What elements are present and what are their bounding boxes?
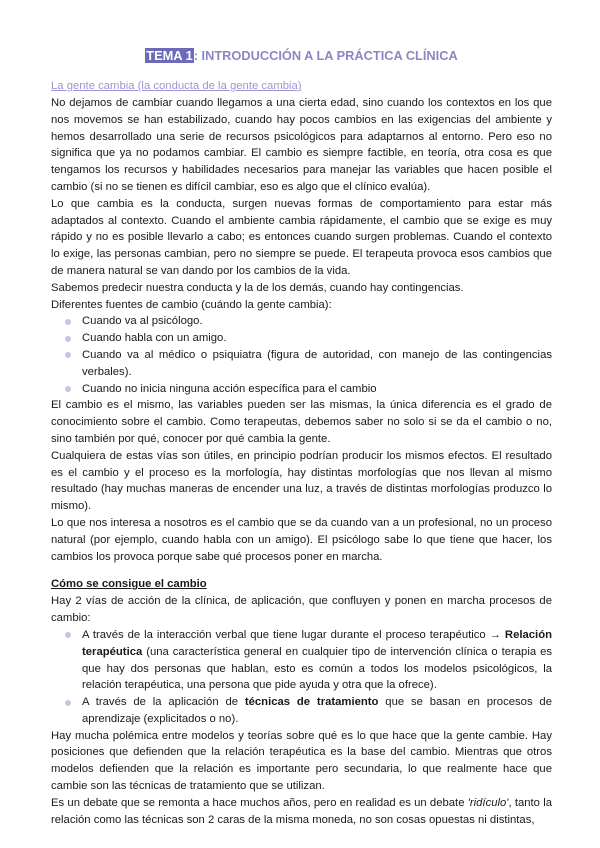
list-item: Cuando no inicia ninguna acción específica para el cambio xyxy=(65,381,552,398)
list-item: Cuando va al médico o psiquiatra (figura de autoridad, con manejo de las contingencias verbales). xyxy=(65,347,552,381)
section-heading-gente-cambia: La gente cambia (la conducta de la gente cambia) xyxy=(51,80,302,92)
page-title xyxy=(51,48,552,64)
bullet-list-fuentes-cambio xyxy=(51,313,552,397)
bold-term-tecnicas-tratamiento: técnicas de tratamiento xyxy=(244,696,379,709)
bullet-dot-icon xyxy=(65,352,71,358)
paragraph: Sabemos predecir nuestra conducta y la de los demás, cuando hay contingencias. xyxy=(51,281,464,294)
paragraph: Es un debate que se remonta a hace muchos años, pero en realidad es un debate 'ridículo', tanto la relación como las técnicas son 2 caras de la misma moneda, no son cosas opuestas ni distintas, xyxy=(51,796,552,826)
paragraph: El cambio es el mismo, las variables pueden ser las mismas, la única diferencia es el grado de conocimiento sobre el cambio. Como terapeutas, debemos saber no solo si se da el cambio o no, sino también por qué, conocer por qué cambia la gente. xyxy=(51,399,552,445)
title-text: : INTRODUCCIÓN A LA PRÁCTICA CLÍNICA xyxy=(193,48,458,63)
paragraph: Diferentes fuentes de cambio (cuándo la gente cambia): xyxy=(51,298,332,311)
paragraph: No dejamos de cambiar cuando llegamos a una cierta edad, sino cuando los contextos en los que nos movemos se han estabilizado, cuando hay pocos cambios en las exigencias del ambiente y hemos desarrollado una serie de recursos psicológicos para adaptarnos al entorno. Pero eso no significa que ya no podamos cambiar. El cambio es siempre factible, en teoría, otra cosa es que tengamos los recursos y habilidades necesarios para manejar las variables que hacen posible el cambio (si no se tienen es difícil cambiar, eso es algo que el clínico evalúa). xyxy=(51,97,552,193)
bullet-dot-icon xyxy=(65,700,71,706)
title-topic-highlight: TEMA 1 xyxy=(146,48,193,63)
bullet-dot-icon xyxy=(65,319,71,325)
list-item: Cuando habla con un amigo. xyxy=(65,330,552,347)
paragraph: Hay mucha polémica entre modelos y teorías sobre qué es lo que hace que la gente cambie. Hay posiciones que defienden que la relación terapéutica es la base del cambio. Mientras que otros modelos defienden que la relación es importante pero secundaria, lo que realmente hace que cambie son las técnicas de tratamiento que se utilizan. xyxy=(51,729,552,793)
bullet-dot-icon xyxy=(65,336,71,342)
italic-term-ridiculo: 'ridículo' xyxy=(467,796,509,809)
list-item: Cuando va al psicólogo. xyxy=(65,313,552,330)
list-item: A través de la aplicación de técnicas de tratamiento que se basan en procesos de aprendizaje (explicitados o no). xyxy=(65,694,552,728)
section-heading-como-se-consigue: Cómo se consigue el cambio xyxy=(51,578,207,591)
paragraph: Lo que nos interesa a nosotros es el cambio que se da cuando van a un profesional, no un proceso natural (por ejemplo, cuando habla con un amigo). El psicólogo sabe lo que tiene que hacer, los cambios los provoca porque sabe qué procesos poner en marcha. xyxy=(51,516,552,563)
bullet-list-vias-accion xyxy=(51,627,552,728)
paragraph: Lo que cambia es la conducta, surgen nuevas formas de comportamiento para estar más adaptados al contexto. Cuando el ambiente cambia rápidamente, el cambio que se exige es muy rápido y no es posible llevarlo a cabo; es entonces cuando surgen problemas. Cuando el contexto lo exige, las personas cambian, pero no siempre se puede. El terapeuta provoca esos cambios que de manera natural se van dando por los cambios de la vida. xyxy=(51,197,552,277)
bullet-dot-icon xyxy=(65,386,71,392)
list-item: A través de la interacción verbal que tiene lugar durante el proceso terapéutico → Relación terapéutica (una característica general en cualquier tipo de intervención clínica o terapia es que hay dos personas que hablan, esto es común a todos los modelos psicológicos, la relación terapéutica, una persona que pide ayuda y otra que la ofrece). xyxy=(65,627,552,694)
paragraph: Cualquiera de estas vías son útiles, en principio podrían producir los mismos efectos. El resultado es el cambio y el proceso es la morfología, hay distintas morfologías que nos llevan al mismo resultado (hay muchas maneras de encender una luz, a través de distintas morfologías produzco lo mismo). xyxy=(51,449,552,513)
bullet-dot-icon xyxy=(65,632,71,638)
bold-term-relacion-terapeutica: Relación terapéutica xyxy=(82,628,552,658)
paragraph: Hay 2 vías de acción de la clínica, de aplicación, que confluyen y ponen en marcha procesos de cambio: xyxy=(51,595,552,625)
